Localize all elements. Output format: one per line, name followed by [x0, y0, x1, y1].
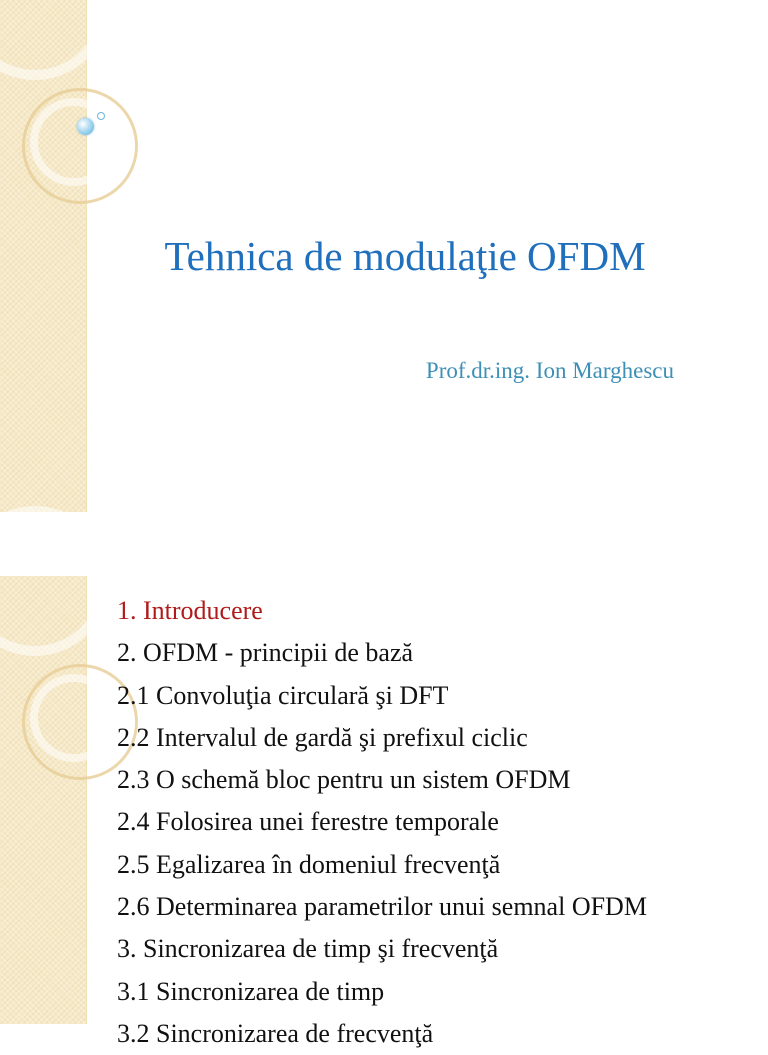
ring-decoration — [30, 98, 118, 186]
contents-item-active: 1. Introducere — [117, 596, 263, 625]
ring-decoration — [30, 674, 118, 762]
ring-decoration — [0, 0, 110, 80]
contents-item: 2.3 O schemă bloc pentru un sistem OFDM — [117, 765, 571, 795]
decorative-side-strip — [0, 0, 87, 512]
slide-author: Prof.dr.ing. Ion Marghescu — [425, 358, 674, 383]
slide-separator — [0, 512, 768, 576]
contents-item: 2.4 Folosirea unei ferestre temporale — [117, 807, 499, 837]
contents-item: 2. OFDM - principii de bază — [117, 638, 414, 668]
contents-item: 2.1 Convoluţia circulară şi DFT — [117, 680, 449, 710]
title-slide — [0, 0, 768, 512]
contents-item: 3.1 Sincronizarea de timp — [117, 976, 385, 1006]
contents-list — [117, 590, 647, 1055]
contents-item: 3.2 Sincronizarea de frecvenţă — [117, 1018, 434, 1048]
contents-item: 3. Sincronizarea de timp şi frecvenţă — [117, 934, 499, 964]
bubble-icon — [97, 112, 105, 120]
decorative-side-strip — [0, 576, 87, 1024]
contents-item: 2.5 Egalizarea în domeniul frecvenţă — [117, 849, 501, 879]
bubble-icon — [77, 118, 94, 135]
slide-title: Tehnica de modulaţie OFDM — [164, 233, 646, 279]
contents-item: 2.6 Determinarea parametrilor unui semnal OFDM — [117, 892, 647, 922]
contents-item: 2.2 Intervalul de gardă şi prefixul ciclic — [117, 722, 528, 752]
contents-slide — [0, 576, 768, 1048]
